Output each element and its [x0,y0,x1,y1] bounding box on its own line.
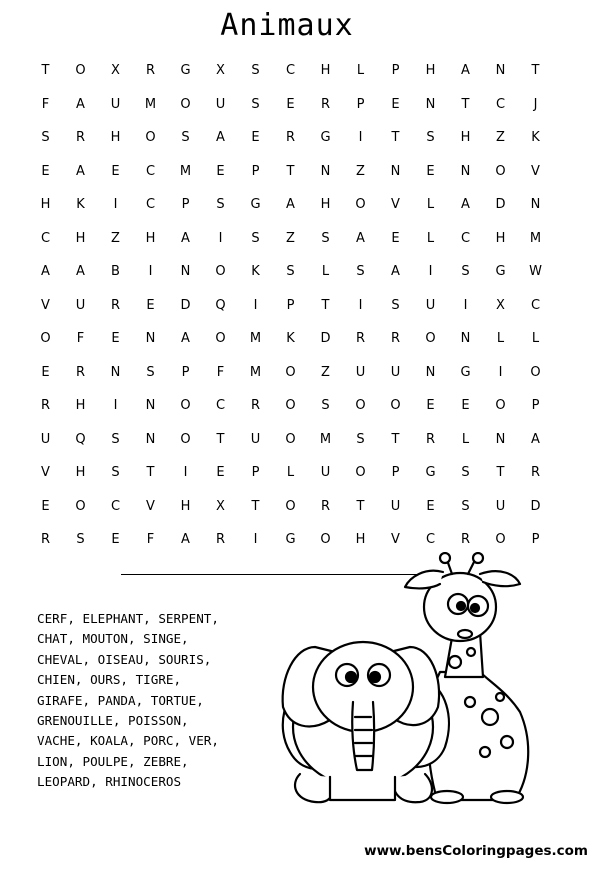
grid-cell[interactable]: R [215,532,226,547]
grid-cell[interactable]: S [181,130,190,145]
grid-cell[interactable]: T [531,63,540,78]
grid-cell[interactable]: T [146,465,155,480]
grid-cell[interactable]: F [76,331,85,346]
grid-cell[interactable]: S [426,130,435,145]
grid-cell[interactable]: E [426,498,435,514]
grid-cell[interactable]: P [391,465,400,480]
grid-row [28,92,553,126]
grid-cell[interactable]: N [495,431,506,447]
grid-cell[interactable]: M [529,230,542,246]
grid-cell[interactable]: I [183,465,188,480]
grid-cell[interactable]: O [215,331,226,346]
grid-cell[interactable]: C [110,498,121,514]
elephant-giraffe-illustration [275,552,585,817]
grid-cell[interactable]: A [76,96,85,112]
grid-cell[interactable]: D [180,297,191,313]
word-list-line: GIRAFE, PANDA, TORTUE, [37,692,204,708]
grid-cell[interactable]: R [250,398,261,413]
grid-cell[interactable]: O [320,532,331,547]
grid-row [28,125,553,159]
grid-cell[interactable]: T [496,465,505,480]
grid-cell[interactable]: O [285,364,296,380]
grid-cell[interactable]: I [148,264,153,279]
word-list-line: LION, POULPE, ZEBRE, [37,753,189,769]
grid-cell[interactable]: I [498,364,503,380]
grid-cell[interactable]: N [460,331,471,346]
grid-cell[interactable]: N [180,264,191,279]
word-list-line: CHAT, MOUTON, SINGE, [37,631,189,647]
grid-cell[interactable]: O [75,498,86,514]
grid-cell[interactable]: H [180,498,191,514]
grid-cell[interactable]: O [425,331,436,346]
grid-cell[interactable]: B [111,264,120,279]
grid-cell[interactable]: G [250,197,261,212]
word-list [37,609,287,793]
grid-cell[interactable]: S [111,431,120,447]
grid-cell[interactable]: S [286,264,295,279]
grid-cell[interactable]: H [495,230,506,246]
grid-cell[interactable]: T [251,498,260,514]
grid-cell[interactable]: O [285,398,296,413]
grid-cell[interactable]: O [495,398,506,413]
grid-cell[interactable]: S [356,431,365,447]
grid-cell[interactable]: A [181,532,190,547]
grid-cell[interactable]: H [40,197,51,212]
grid-cell[interactable]: A [41,264,50,279]
grid-row [28,427,553,461]
word-list-line: LEOPARD, RHINOCEROS [37,774,182,790]
grid-cell[interactable]: O [145,130,156,145]
grid-cell[interactable]: O [355,197,366,212]
grid-cell[interactable]: E [41,163,50,179]
grid-cell[interactable]: X [111,63,120,78]
grid-cell[interactable]: E [216,465,225,480]
grid-cell[interactable]: S [216,197,225,212]
grid-cell[interactable]: T [41,63,50,78]
grid-cell[interactable]: G [180,63,191,78]
grid-cell[interactable]: G [495,264,506,279]
grid-cell[interactable]: H [110,130,121,145]
footer-url: www.bensColoringpages.com [364,843,588,859]
grid-cell[interactable]: C [145,163,156,179]
grid-cell[interactable]: E [391,96,400,112]
grid-cell[interactable]: X [216,498,225,514]
grid-cell[interactable]: V [391,532,400,547]
grid-cell[interactable]: O [530,364,541,380]
grid-cell[interactable]: N [145,398,156,413]
grid-cell[interactable]: Z [111,230,120,246]
grid-cell[interactable]: L [321,264,330,279]
grid-cell[interactable]: S [391,297,400,313]
grid-cell[interactable]: T [356,498,365,514]
grid-cell[interactable]: P [531,398,540,413]
grid-cell[interactable]: H [355,532,366,547]
grid-cell[interactable]: O [495,163,506,179]
grid-cell[interactable]: U [40,431,51,447]
grid-cell[interactable]: R [460,532,471,547]
grid-row [28,460,553,494]
grid-cell[interactable]: I [113,197,118,212]
grid-cell[interactable]: V [41,465,50,480]
grid-cell[interactable]: Z [286,230,295,246]
grid-cell[interactable]: E [216,163,225,179]
grid-cell[interactable]: Z [496,130,505,145]
grid-cell[interactable]: O [285,498,296,514]
grid-cell[interactable]: N [145,431,156,447]
grid-cell[interactable]: O [215,264,226,279]
grid-cell[interactable]: J [533,96,538,112]
grid-cell[interactable]: H [75,230,86,246]
grid-cell[interactable]: K [76,197,85,212]
grid-cell[interactable]: S [356,264,365,279]
grid-cell[interactable]: E [146,297,155,313]
grid-cell[interactable]: U [215,96,226,112]
grid-cell[interactable]: C [215,398,226,413]
grid-cell[interactable]: U [355,364,366,380]
grid-cell[interactable]: V [391,197,400,212]
grid-cell[interactable]: S [251,63,260,78]
grid-cell[interactable]: C [495,96,506,112]
grid-cell[interactable]: A [76,163,85,179]
grid-row [28,360,553,394]
grid-cell[interactable]: S [41,130,50,145]
grid-cell[interactable]: Z [356,163,365,179]
grid-cell[interactable]: G [425,465,436,480]
grid-cell[interactable]: R [75,130,86,145]
grid-cell[interactable]: A [461,63,470,78]
grid-cell[interactable]: O [495,532,506,547]
grid-cell[interactable]: T [286,163,295,179]
grid-cell[interactable]: F [146,532,155,547]
grid-cell[interactable]: T [321,297,330,313]
grid-cell[interactable]: X [216,63,225,78]
grid-cell[interactable]: R [425,431,436,447]
grid-cell[interactable]: P [391,63,400,78]
grid-cell[interactable]: O [180,398,191,413]
grid-cell[interactable]: W [529,264,542,279]
grid-cell[interactable]: O [285,431,296,447]
grid-cell[interactable]: I [463,297,468,313]
grid-cell[interactable]: N [425,96,436,112]
grid-cell[interactable]: F [216,364,225,380]
grid-cell[interactable]: S [461,264,470,279]
grid-cell[interactable]: K [531,130,540,145]
grid-cell[interactable]: Q [75,431,86,447]
grid-cell[interactable]: P [251,163,260,179]
grid-cell[interactable]: H [320,197,331,212]
grid-cell[interactable]: M [249,364,262,380]
grid-cell[interactable]: V [146,498,155,514]
grid-cell[interactable]: A [181,230,190,246]
grid-cell[interactable]: I [253,532,258,547]
grid-cell[interactable]: X [496,297,505,313]
grid-cell[interactable]: V [41,297,50,313]
word-list-line: CERF, ELEPHANT, SERPENT, [37,611,219,626]
grid-cell[interactable]: U [75,297,86,313]
grid-cell[interactable]: L [286,465,295,480]
grid-cell[interactable]: E [391,230,400,246]
grid-cell[interactable]: A [391,264,400,279]
word-list-line: GRENOUILLE, POISSON, [37,713,189,729]
grid-cell[interactable]: K [286,331,295,346]
grid-cell[interactable]: F [41,96,50,112]
grid-cell[interactable]: R [145,63,156,78]
grid-cell[interactable]: Q [215,297,226,313]
letter-grid[interactable] [28,58,553,561]
grid-cell[interactable]: C [425,532,436,547]
grid-cell[interactable]: G [285,532,296,547]
grid-cell[interactable]: L [426,230,435,246]
word-list-line: CHIEN, OURS, TIGRE, [37,672,182,688]
grid-cell[interactable]: G [460,364,471,380]
grid-cell[interactable]: H [320,63,331,78]
grid-cell[interactable]: P [356,96,365,112]
grid-cell[interactable]: E [286,96,295,112]
grid-cell[interactable]: R [110,297,121,313]
word-list-line: VACHE, KOALA, PORC, VER, [37,733,219,749]
grid-cell[interactable]: N [460,163,471,179]
grid-cell[interactable]: S [251,96,260,112]
grid-cell[interactable]: A [356,230,365,246]
grid-cell[interactable]: S [461,498,470,514]
grid-cell[interactable]: V [531,163,540,179]
grid-row [28,326,553,360]
grid-cell[interactable]: R [285,130,296,145]
grid-cell[interactable]: R [40,532,51,547]
grid-cell[interactable]: P [531,532,540,547]
grid-cell[interactable]: N [390,163,401,179]
grid-row [28,393,553,427]
grid-cell[interactable]: I [358,130,363,145]
grid-cell[interactable]: C [530,297,541,313]
grid-cell[interactable]: O [390,398,401,413]
grid-cell[interactable]: O [355,398,366,413]
grid-cell[interactable]: M [249,331,262,346]
grid-cell[interactable]: P [251,465,260,480]
grid-cell[interactable]: I [428,264,433,279]
grid-cell[interactable]: C [40,230,51,246]
grid-cell[interactable]: N [425,364,436,380]
grid-cell[interactable]: T [391,431,400,447]
grid-cell[interactable]: L [426,197,435,212]
grid-cell[interactable]: T [391,130,400,145]
grid-cell[interactable]: N [495,63,506,78]
grid-cell[interactable]: S [251,230,260,246]
grid-row [28,226,553,260]
grid-cell[interactable]: I [218,230,223,246]
grid-cell[interactable]: S [146,364,155,380]
grid-cell[interactable]: O [355,465,366,480]
grid-cell[interactable]: I [358,297,363,313]
grid-row [28,159,553,193]
grid-cell[interactable]: R [390,331,401,346]
grid-cell[interactable]: A [181,331,190,346]
grid-cell[interactable]: O [40,331,51,346]
grid-cell[interactable]: N [110,364,121,380]
grid-cell[interactable]: U [110,96,121,112]
grid-cell[interactable]: U [425,297,436,313]
grid-cell[interactable]: E [461,398,470,413]
grid-cell[interactable]: N [320,163,331,179]
grid-cell[interactable]: A [461,197,470,212]
grid-row [28,293,553,327]
grid-cell[interactable]: K [251,264,260,279]
grid-cell[interactable]: P [181,364,190,380]
grid-cell[interactable]: S [321,230,330,246]
grid-cell[interactable]: R [320,498,331,514]
grid-cell[interactable]: E [251,130,260,145]
grid-cell[interactable]: L [461,431,470,447]
grid-cell[interactable]: R [320,96,331,112]
page-title: Animaux [220,8,354,43]
grid-cell[interactable]: E [41,498,50,514]
grid-cell[interactable]: L [531,331,540,346]
grid-cell[interactable]: T [216,431,225,447]
word-list-line: CHEVAL, OISEAU, SOURIS, [37,651,212,667]
grid-cell[interactable]: H [425,63,436,78]
grid-row [28,58,553,92]
grid-cell[interactable]: R [40,398,51,413]
grid-cell[interactable]: H [75,465,86,480]
grid-cell[interactable]: H [460,130,471,145]
grid-cell[interactable]: G [320,130,331,145]
grid-cell[interactable]: M [179,163,192,179]
grid-cell[interactable]: M [319,431,332,447]
grid-cell[interactable]: N [530,197,541,212]
grid-cell[interactable]: N [145,331,156,346]
grid-cell[interactable]: O [180,431,191,447]
grid-cell[interactable]: R [75,364,86,380]
grid-cell[interactable]: I [253,297,258,313]
grid-cell[interactable]: I [113,398,118,413]
grid-cell[interactable]: P [286,297,295,313]
grid-cell[interactable]: S [76,532,85,547]
grid-cell[interactable]: L [356,63,365,78]
grid-cell[interactable]: E [111,532,120,547]
grid-cell[interactable]: U [320,465,331,480]
grid-cell[interactable]: A [531,431,540,447]
grid-cell[interactable]: O [180,96,191,112]
grid-row [28,192,553,226]
grid-cell[interactable]: A [286,197,295,212]
grid-cell[interactable]: E [111,163,120,179]
grid-cell[interactable]: D [320,331,331,346]
grid-cell[interactable]: R [355,331,366,346]
grid-cell[interactable]: M [144,96,157,112]
grid-cell[interactable]: H [75,398,86,413]
grid-cell[interactable]: T [461,96,470,112]
grid-cell[interactable]: O [75,63,86,78]
grid-cell[interactable]: D [495,197,506,212]
grid-cell[interactable]: A [76,264,85,279]
grid-cell[interactable]: C [145,197,156,212]
grid-cell[interactable]: Z [321,364,330,380]
grid-cell[interactable]: R [530,465,541,480]
grid-cell[interactable]: E [111,331,120,346]
grid-cell[interactable]: A [216,130,225,145]
grid-cell[interactable]: S [111,465,120,480]
grid-cell[interactable]: H [145,230,156,246]
grid-cell[interactable]: E [41,364,50,380]
grid-cell[interactable]: U [390,364,401,380]
elephant-icon [283,642,449,802]
grid-row [28,259,553,293]
grid-cell[interactable]: S [461,465,470,480]
grid-cell[interactable]: E [426,163,435,179]
grid-cell[interactable]: C [285,63,296,78]
grid-cell[interactable]: U [390,498,401,514]
grid-cell[interactable]: S [321,398,330,413]
grid-cell[interactable]: U [250,431,261,447]
grid-cell[interactable]: C [460,230,471,246]
grid-row [28,494,553,528]
grid-cell[interactable]: D [530,498,541,514]
grid-cell[interactable]: U [495,498,506,514]
grid-cell[interactable]: L [496,331,505,346]
grid-cell[interactable]: P [181,197,190,212]
grid-cell[interactable]: E [426,398,435,413]
